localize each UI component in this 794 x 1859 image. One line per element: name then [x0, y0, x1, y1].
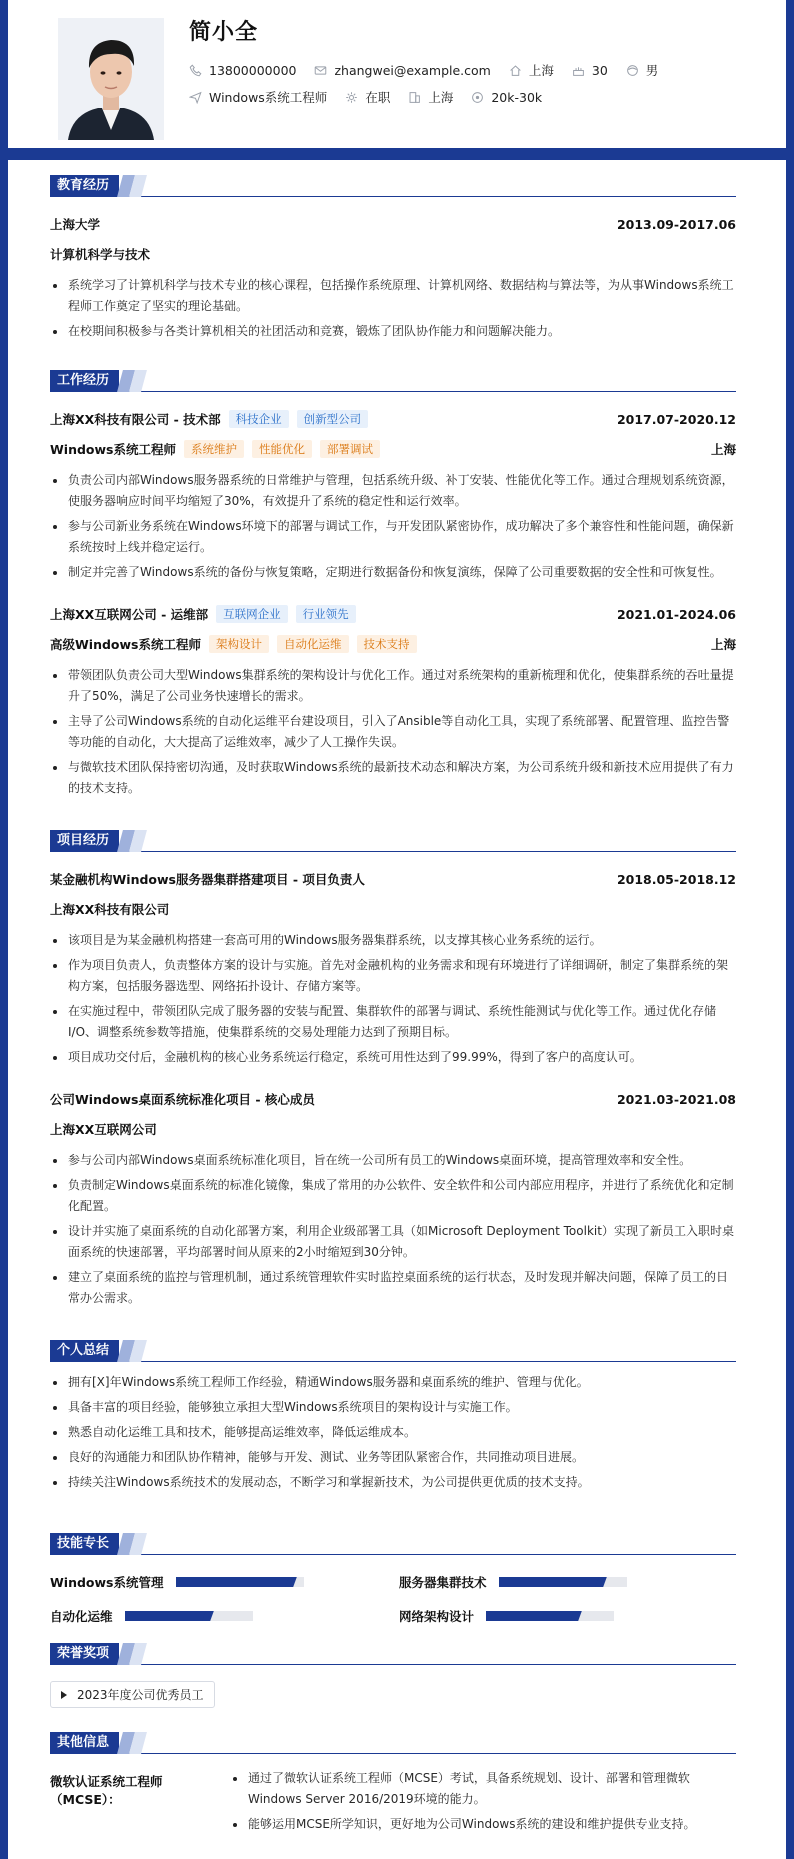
list-item: 熟悉自动化运维工具和技术，能够提高运维效率，降低运维成本。: [50, 1422, 736, 1443]
list-item: 参与公司内部Windows桌面系统标准化项目，旨在统一公司所有员工的Windows桌面环境，提高管理效率和安全性。: [50, 1150, 736, 1171]
work-bullets: [50, 665, 736, 803]
project-org: 上海XX互联网公司: [50, 1122, 157, 1137]
email-item: [314, 63, 490, 78]
list-item: 主导了公司Windows系统的自动化运维平台建设项目，引入了Ansible等自动化工具，实现了系统部署、配置管理、监控告警等功能的自动化，大大提高了运维效率，减少了人工操作失误。: [50, 711, 736, 753]
other-bullets: [230, 1768, 736, 1839]
list-item: 作为项目负责人，负责整体方案的设计与实施。首先对金融机构的业务需求和现有环境进行了详细调研，制定了集群系统的架构方案，包括服务器选型、网络拓扑设计、存储方案等。: [50, 955, 736, 997]
job-intent-row: [189, 88, 560, 106]
coin-icon: [471, 91, 484, 104]
list-item: 持续关注Windows系统技术的发展动态，不断学习和掌握新技术，为公司提供更优质的技术支持。: [50, 1472, 736, 1493]
company-tag: 科技企业: [229, 410, 289, 428]
status-item: [345, 88, 390, 106]
section-title: 个人总结: [50, 1340, 119, 1362]
avatar: [58, 18, 164, 140]
phone-icon: [189, 64, 202, 77]
candidate-name: 简小全: [189, 20, 259, 45]
education-row: [50, 215, 736, 233]
work-period: 2017.07-2020.12: [616, 411, 736, 427]
list-item: 设计并实施了桌面系统的自动化部署方案，利用企业级部署工具（如Microsoft Deployment Toolkit）实现了新员工入职时桌面系统的快速部署，平均部署时间从原来的2小时缩短到30分钟。: [50, 1221, 736, 1263]
role-tag: 部署调试: [320, 440, 380, 458]
section-header: [50, 1732, 736, 1754]
section-header: [50, 370, 736, 392]
work-company-row: [50, 605, 736, 623]
list-item: 带领团队负责公司大型Windows集群系统的架构设计与优化工作。通过对系统架构的重新梳理和优化，使集群系统的吞吐量提升了50%，满足了公司业务快速增长的需求。: [50, 665, 736, 707]
phone-text: 13800000000: [209, 62, 297, 78]
honors-section: [50, 1643, 736, 1702]
job-target-item: [189, 88, 327, 106]
list-item: 负责制定Windows桌面系统的标准化镜像，集成了常用的办公软件、安全软件和公司内部应用程序，并进行了系统优化和定制化配置。: [50, 1175, 736, 1217]
list-item: 项目成功交付后，金融机构的核心业务系统运行稳定，系统可用性达到了99.99%，得到了客户的高度认可。: [50, 1047, 736, 1068]
work-role-row: [50, 635, 736, 653]
skill-bar-fill: [499, 1577, 601, 1587]
role-tag: 架构设计: [209, 635, 269, 653]
list-item: 该项目是为某金融机构搭建一套高可用的Windows服务器集群系统，以支撑其核心业务系统的运行。: [50, 930, 736, 951]
email-text: zhangwei@example.com: [334, 62, 491, 78]
work-company-row: [50, 410, 736, 428]
skill-bar: [176, 1577, 304, 1587]
section-header: [50, 1643, 736, 1665]
skill-bar: [499, 1577, 627, 1587]
section-title: 其他信息: [50, 1732, 119, 1754]
contact-row: [189, 61, 676, 79]
work-location: 上海: [710, 442, 736, 457]
skill-bar-fill: [176, 1577, 291, 1587]
cake-icon: [572, 64, 585, 77]
project-title: 某金融机构Windows服务器集群搭建项目 - 项目负责人: [50, 872, 365, 887]
salary-item: [471, 90, 542, 105]
honor-text: 2023年度公司优秀员工: [77, 1688, 204, 1702]
summary-section: [50, 1340, 736, 1489]
projects-section: [50, 830, 736, 1305]
skill-item: [50, 1607, 253, 1625]
section-header: [50, 1340, 736, 1362]
role-name: 高级Windows系统工程师: [50, 637, 201, 652]
section-header: [50, 175, 736, 197]
list-item: 系统学习了计算机科学与技术专业的核心课程，包括操作系统原理、计算机网络、数据结构与算法等，为从事Windows系统工程师工作奠定了坚实的理论基础。: [50, 275, 736, 317]
section-title: 项目经历: [50, 830, 119, 852]
list-item: 通过了微软认证系统工程师（MCSE）考试，具备系统规划、设计、部署和管理微软Windows Server 2016/2019环境的能力。: [230, 1768, 736, 1810]
section-title: 教育经历: [50, 175, 119, 197]
job-target-text: Windows系统工程师: [209, 90, 328, 105]
role-tag: 系统维护: [184, 440, 244, 458]
work-section: [50, 370, 736, 795]
work-period: 2021.01-2024.06: [616, 606, 736, 622]
major-name: 计算机科学与技术: [50, 247, 151, 262]
education-bullets: [50, 275, 736, 346]
building-icon: [408, 91, 421, 104]
company-tag: 行业领先: [296, 605, 356, 623]
other-label-row: [50, 1772, 230, 1808]
major-row: [50, 245, 736, 263]
list-item: 制定并完善了Windows系统的备份与恢复策略，定期进行数据备份和恢复演练，保障了公司重要数据的安全性和可恢复性。: [50, 562, 736, 583]
summary-bullets: [50, 1372, 736, 1497]
company-tag: 互联网企业: [216, 605, 288, 623]
age-item: [572, 63, 608, 78]
city-item: [509, 61, 554, 79]
skill-name: 服务器集群技术: [399, 1575, 487, 1590]
skill-item: [50, 1573, 304, 1591]
work-role-row: [50, 440, 736, 458]
school-name: 上海大学: [50, 217, 101, 232]
gender-icon: [626, 64, 639, 77]
mail-icon: [314, 64, 327, 77]
triangle-icon: [61, 1691, 67, 1699]
salary-text: 20k-30k: [491, 89, 543, 105]
gear-icon: [345, 91, 358, 104]
section-title: 工作经历: [50, 370, 119, 392]
section-header: [50, 1533, 736, 1555]
phone-item: [189, 63, 296, 78]
project-title: 公司Windows桌面系统标准化项目 - 核心成员: [50, 1092, 315, 1107]
other-section: [50, 1732, 736, 1831]
skill-bar-fill: [125, 1611, 208, 1621]
company-name: 上海XX互联网公司 - 运维部: [50, 607, 209, 622]
city-text: 上海: [528, 63, 554, 78]
project-title-row: [50, 870, 736, 888]
skill-bar: [125, 1611, 253, 1621]
company-tag: 创新型公司: [297, 410, 369, 428]
section-title: 技能专长: [50, 1533, 119, 1555]
gender-text: 男: [645, 63, 659, 78]
frame-right: [786, 0, 794, 1859]
education-period: 2013.09-2017.06: [616, 216, 736, 232]
header-card: [8, 0, 786, 148]
list-item: 良好的沟通能力和团队协作精神，能够与开发、测试、业务等团队紧密合作，共同推动项目进展。: [50, 1447, 736, 1468]
role-name: Windows系统工程师: [50, 442, 176, 457]
skill-item: [399, 1573, 627, 1591]
work-location: 上海: [710, 637, 736, 652]
list-item: 拥有[X]年Windows系统工程师工作经验，精通Windows服务器和桌面系统的维护、管理与优化。: [50, 1372, 736, 1393]
project-org-row: [50, 900, 736, 918]
list-item: 负责公司内部Windows服务器系统的日常维护与管理，包括系统升级、补丁安装、性能优化等工作。通过合理规划系统资源，使服务器响应时间平均缩短了30%，有效提升了系统的稳定性和运行效率。: [50, 470, 736, 512]
project-org-row: [50, 1120, 736, 1138]
role-tag: 技术支持: [357, 635, 417, 653]
list-item: 与微软技术团队保持密切沟通，及时获取Windows系统的最新技术动态和解决方案，为公司系统升级和新技术应用提供了有力的技术支持。: [50, 757, 736, 799]
education-section: [50, 175, 736, 338]
list-item: 在实施过程中，带领团队完成了服务器的安装与配置、集群软件的部署与调试、系统性能测试与优化等工作。通过优化存储I/O、调整系统参数等措施，使集群系统的交易处理能力达到了预期目标。: [50, 1001, 736, 1043]
age-text: 30: [591, 62, 608, 78]
send-icon: [189, 91, 202, 104]
project-bullets: [50, 930, 736, 1072]
company-name: 上海XX科技有限公司 - 技术部: [50, 412, 221, 427]
role-tag: 性能优化: [252, 440, 312, 458]
list-item: 能够运用MCSE所学知识，更好地为公司Windows系统的建设和维护提供专业支持。: [230, 1814, 736, 1835]
list-item: 参与公司新业务系统在Windows环境下的部署与调试工作，与开发团队紧密协作，成功解决了多个兼容性和性能问题，确保新系统按时上线并稳定运行。: [50, 516, 736, 558]
target-city-text: 上海: [428, 90, 454, 105]
section-header: [50, 830, 736, 852]
skill-name: Windows系统管理: [50, 1575, 164, 1590]
skill-bar: [486, 1611, 614, 1621]
skill-name: 网络架构设计: [399, 1609, 475, 1624]
list-item: 建立了桌面系统的监控与管理机制，通过系统管理软件实时监控桌面系统的运行状态，及时发现并解决问题，保障了员工的日常办公需求。: [50, 1267, 736, 1309]
home-icon: [509, 64, 522, 77]
skill-bar-fill: [486, 1611, 576, 1621]
project-org: 上海XX科技有限公司: [50, 902, 170, 917]
project-period: 2021.03-2021.08: [616, 1091, 736, 1107]
list-item: 在校期间积极参与各类计算机相关的社团活动和竞赛，锻炼了团队协作能力和问题解决能力。: [50, 321, 736, 342]
section-title: 荣誉奖项: [50, 1643, 119, 1665]
project-bullets: [50, 1150, 736, 1313]
frame-left: [0, 0, 8, 1859]
skills-section: [50, 1533, 736, 1624]
project-title-row: [50, 1090, 736, 1108]
role-tag: 自动化运维: [277, 635, 349, 653]
project-period: 2018.05-2018.12: [616, 871, 736, 887]
work-bullets: [50, 470, 736, 587]
list-item: 具备丰富的项目经验，能够独立承担大型Windows系统项目的架构设计与实施工作。: [50, 1397, 736, 1418]
skill-name: 自动化运维: [50, 1609, 113, 1624]
honor-badge: [50, 1681, 215, 1708]
skill-item: [399, 1607, 614, 1625]
target-city-item: [408, 88, 453, 106]
status-text: 在职: [365, 90, 391, 105]
gender-item: [626, 61, 659, 79]
other-label: 微软认证系统工程师（MCSE）：: [50, 1774, 163, 1807]
